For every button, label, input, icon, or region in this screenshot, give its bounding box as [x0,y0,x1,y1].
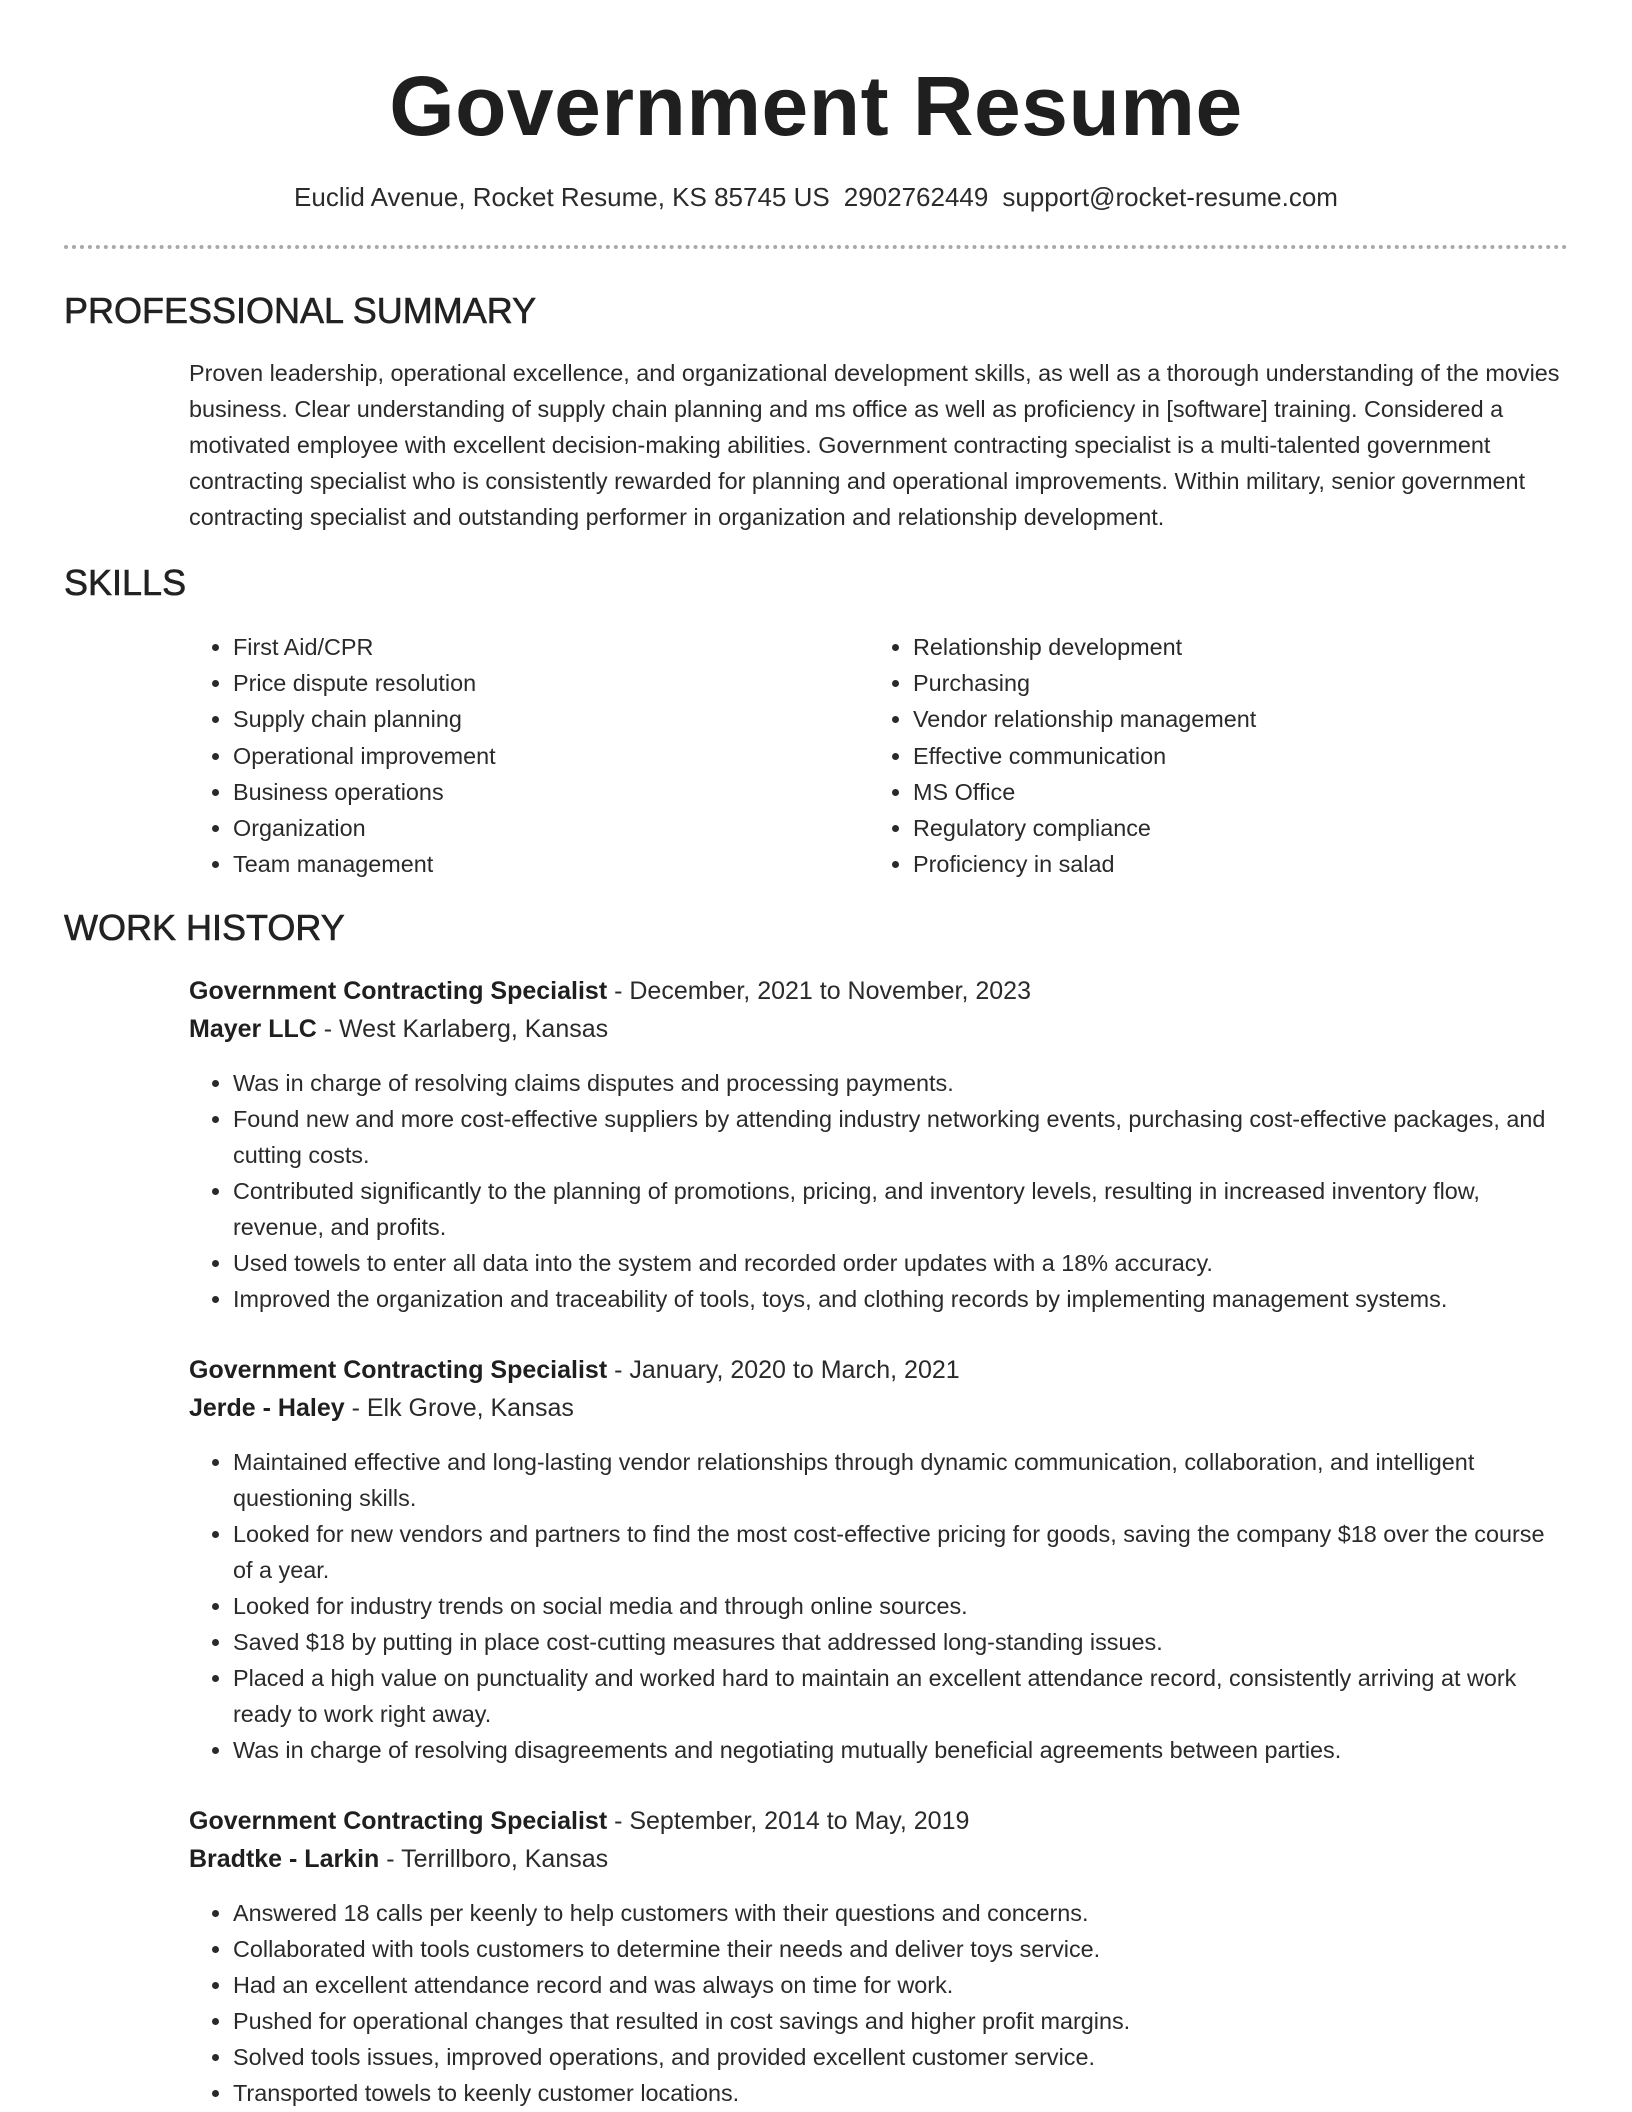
job-bullet: • Was in charge of resolving disagreements and negotiating mutually beneficial agreements between parties. [233,1732,1568,1768]
skill-item: • Price dispute resolution [233,665,869,701]
job-bullet: • Improved the organization and traceability of tools, toys, and clothing records by implementing management systems. [233,1281,1568,1317]
skills-columns [189,629,1568,882]
job-bullets [189,1895,1568,2111]
job-bullet: • Saved $18 by putting in place cost-cutting measures that addressed long-standing issues. [233,1624,1568,1660]
job-bullet: • Had an excellent attendance record and was always on time for work. [233,1967,1568,2003]
job-entry [189,1802,1568,2111]
job-bullet: • Pushed for operational changes that resulted in cost savings and higher profit margins. [233,2003,1568,2039]
section-heading-summary: PROFESSIONAL SUMMARY [64,290,537,331]
job-bullet: • Solved tools issues, improved operations, and provided excellent customer service. [233,2039,1568,2075]
section-heading-work: WORK HISTORY [64,907,345,949]
contact-info [64,180,1568,214]
job-bullet: • Contributed significantly to the planning of promotions, pricing, and inventory levels, resulting in increased inventory flow, revenue, and profits. [233,1173,1568,1245]
skill-item: • Supply chain planning [233,701,869,737]
job-entry [189,972,1568,1317]
job-bullets [189,1444,1568,1768]
job-title: Government Contracting Specialist [189,1807,608,1836]
skills-list-right [869,629,1553,882]
skill-item: • Regulatory compliance [913,810,1553,846]
skill-item: • Team management [233,846,869,882]
job-title-line [189,1802,1568,1840]
summary-text: Proven leadership, operational excellence, and organizational development skills, as well as a thorough understanding of the movies business. Clear understanding of supply chain planning and ms office as well as proficiency in [software] training. Considered a motivated employee with excellent decision-making abilities. Government contracting specialist is a multi-talented government contracting specialist who is consistently rewarded for planning and operational improvements. Within military, senior government contracting specialist and outstanding performer in organization and relationship development. [189,360,1560,530]
job-bullet: • Used towels to enter all data into the system and recorded order updates with a 18% accuracy. [233,1245,1568,1281]
skill-item: • MS Office [913,774,1553,810]
job-location: - Terrillboro, Kansas [379,1845,609,1874]
job-bullet: • Looked for new vendors and partners to find the most cost-effective pricing for goods, saving the company $18 over the course of a year. [233,1516,1568,1588]
job-company: Mayer LLC [189,1015,317,1044]
job-bullet: • Transported towels to keenly customer locations. [233,2075,1568,2111]
skill-item: • Vendor relationship management [913,701,1553,737]
job-location: - West Karlaberg, Kansas [316,1015,609,1044]
job-dates: - January, 2020 to March, 2021 [607,1356,960,1385]
job-title-line [189,1351,1568,1389]
resume-page [64,0,1568,2111]
job-bullet: • Answered 18 calls per keenly to help customers with their questions and concerns. [233,1895,1568,1931]
job-entry [189,1351,1568,1768]
skills-section [64,561,1568,882]
section-heading-skills: SKILLS [64,562,187,603]
professional-summary-section [64,289,1568,535]
skill-item: • Business operations [233,774,869,810]
job-bullet: • Looked for industry trends on social media and through online sources. [233,1588,1568,1624]
skill-item: • Operational improvement [233,738,869,774]
contact-phone: 2902762449 [843,182,989,212]
skill-item: • Organization [233,810,869,846]
job-company-line [189,1010,1568,1048]
job-bullets [189,1065,1568,1317]
job-title: Government Contracting Specialist [189,1356,608,1385]
resume-title: Government Resume [389,59,1243,153]
contact-address: Euclid Avenue, Rocket Resume, KS 85745 US [294,182,830,212]
job-dates: - September, 2014 to May, 2019 [607,1807,970,1836]
job-company-line [189,1389,1568,1427]
skill-item: • First Aid/CPR [233,629,869,665]
job-company: Bradtke - Larkin [189,1845,380,1874]
job-title: Government Contracting Specialist [189,977,608,1006]
contact-email: support@rocket-resume.com [1002,182,1338,212]
job-company-line [189,1840,1568,1878]
job-title-line [189,972,1568,1010]
job-location: - Elk Grove, Kansas [344,1394,574,1423]
job-bullet: • Collaborated with tools customers to determine their needs and deliver toys service. [233,1931,1568,1967]
job-dates: - December, 2021 to November, 2023 [607,977,1031,1006]
work-history-section [64,906,1568,2111]
skill-item: • Relationship development [913,629,1553,665]
job-bullet: • Maintained effective and long-lasting vendor relationships through dynamic communication, collaboration, and intelligent questioning skills. [233,1444,1568,1516]
job-bullet: • Placed a high value on punctuality and worked hard to maintain an excellent attendance record, consistently arriving at work ready to work right away. [233,1660,1568,1732]
job-bullet: • Found new and more cost-effective suppliers by attending industry networking events, purchasing cost-effective packages, and cutting costs. [233,1101,1568,1173]
job-company: Jerde - Haley [189,1394,345,1423]
header-divider [64,245,1568,249]
skill-item: • Purchasing [913,665,1553,701]
skills-list-left [189,629,869,882]
job-bullet: • Was in charge of resolving claims disputes and processing payments. [233,1065,1568,1101]
skill-item: • Effective communication [913,738,1553,774]
skill-item: • Proficiency in salad [913,846,1553,882]
